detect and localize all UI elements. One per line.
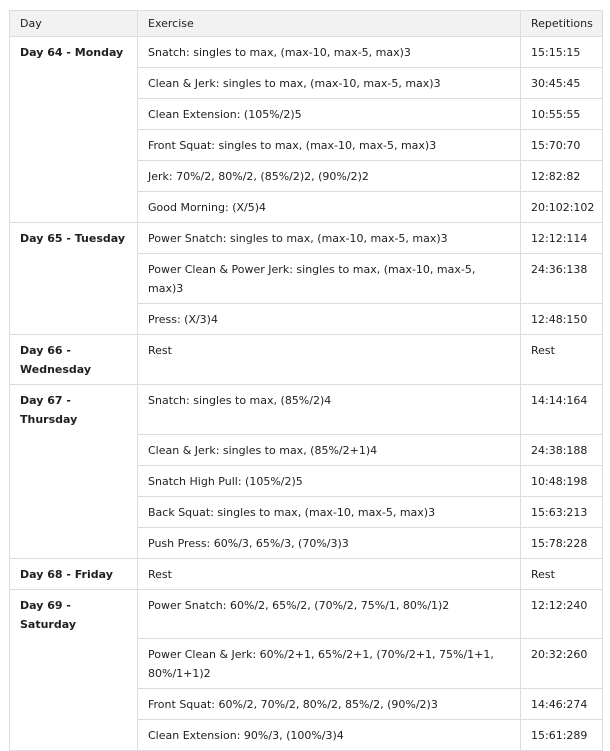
repetitions-cell: 14:46:274 xyxy=(521,689,603,720)
table-row xyxy=(10,37,603,68)
exercise-cell: Power Snatch: 60%/2, 65%/2, (70%/2, 75%/1, 80%/1)2 xyxy=(138,589,521,639)
table-row xyxy=(10,304,603,335)
table-row xyxy=(10,720,603,751)
day-cell xyxy=(10,254,138,304)
day-cell xyxy=(10,99,138,130)
day-cell xyxy=(10,434,138,465)
day-cell: Day 69 - Saturday xyxy=(10,589,138,639)
day-cell: Day 64 - Monday xyxy=(10,37,138,68)
repetitions-cell: 15:61:289 xyxy=(521,720,603,751)
table-row xyxy=(10,192,603,223)
day-cell xyxy=(10,161,138,192)
table-row xyxy=(10,130,603,161)
exercise-cell: Power Clean & Jerk: 60%/2+1, 65%/2+1, (70%/2+1, 75%/1+1, 80%/1+1)2 xyxy=(138,639,521,689)
table-body xyxy=(10,37,603,751)
repetitions-cell: 24:38:188 xyxy=(521,434,603,465)
repetitions-cell: 20:32:260 xyxy=(521,639,603,689)
repetitions-cell: 15:70:70 xyxy=(521,130,603,161)
day-cell xyxy=(10,304,138,335)
repetitions-cell: 10:48:198 xyxy=(521,465,603,496)
exercise-cell: Jerk: 70%/2, 80%/2, (85%/2)2, (90%/2)2 xyxy=(138,161,521,192)
repetitions-cell: 12:82:82 xyxy=(521,161,603,192)
exercise-cell: Rest xyxy=(138,335,521,385)
exercise-cell: Snatch: singles to max, (max-10, max-5, max)3 xyxy=(138,37,521,68)
exercise-cell: Back Squat: singles to max, (max-10, max-5, max)3 xyxy=(138,496,521,527)
header-repetitions: Repetitions xyxy=(521,11,603,37)
header-exercise: Exercise xyxy=(138,11,521,37)
day-cell: Day 65 - Tuesday xyxy=(10,223,138,254)
table-row xyxy=(10,68,603,99)
repetitions-cell: 15:78:228 xyxy=(521,527,603,558)
repetitions-cell: 15:63:213 xyxy=(521,496,603,527)
repetitions-cell: Rest xyxy=(521,335,603,385)
exercise-cell: Snatch: singles to max, (85%/2)4 xyxy=(138,385,521,435)
workout-table xyxy=(9,10,603,751)
workout-table-container xyxy=(9,10,603,751)
table-row xyxy=(10,385,603,435)
exercise-cell: Power Clean & Power Jerk: singles to max, (max-10, max-5, max)3 xyxy=(138,254,521,304)
table-row xyxy=(10,527,603,558)
exercise-cell: Power Snatch: singles to max, (max-10, max-5, max)3 xyxy=(138,223,521,254)
exercise-cell: Good Morning: (X/5)4 xyxy=(138,192,521,223)
table-row xyxy=(10,254,603,304)
day-cell: Day 66 - Wednesday xyxy=(10,335,138,385)
exercise-cell: Clean Extension: (105%/2)5 xyxy=(138,99,521,130)
table-row xyxy=(10,496,603,527)
day-cell: Day 67 - Thursday xyxy=(10,385,138,435)
exercise-cell: Press: (X/3)4 xyxy=(138,304,521,335)
day-cell xyxy=(10,639,138,689)
table-header-row xyxy=(10,11,603,37)
repetitions-cell: 14:14:164 xyxy=(521,385,603,435)
repetitions-cell: 12:48:150 xyxy=(521,304,603,335)
repetitions-cell: 10:55:55 xyxy=(521,99,603,130)
day-cell xyxy=(10,496,138,527)
table-row xyxy=(10,689,603,720)
exercise-cell: Front Squat: singles to max, (max-10, max-5, max)3 xyxy=(138,130,521,161)
exercise-cell: Clean & Jerk: singles to max, (85%/2+1)4 xyxy=(138,434,521,465)
repetitions-cell: 15:15:15 xyxy=(521,37,603,68)
table-row xyxy=(10,223,603,254)
repetitions-cell: 12:12:114 xyxy=(521,223,603,254)
day-cell xyxy=(10,192,138,223)
day-cell xyxy=(10,68,138,99)
exercise-cell: Clean & Jerk: singles to max, (max-10, max-5, max)3 xyxy=(138,68,521,99)
table-row xyxy=(10,335,603,385)
table-row xyxy=(10,99,603,130)
exercise-cell: Push Press: 60%/3, 65%/3, (70%/3)3 xyxy=(138,527,521,558)
exercise-cell: Rest xyxy=(138,558,521,589)
header-day: Day xyxy=(10,11,138,37)
day-cell xyxy=(10,720,138,751)
day-cell xyxy=(10,465,138,496)
repetitions-cell: 24:36:138 xyxy=(521,254,603,304)
table-row xyxy=(10,434,603,465)
table-row xyxy=(10,589,603,639)
table-row xyxy=(10,558,603,589)
repetitions-cell: Rest xyxy=(521,558,603,589)
exercise-cell: Clean Extension: 90%/3, (100%/3)4 xyxy=(138,720,521,751)
table-row xyxy=(10,639,603,689)
repetitions-cell: 20:102:102 xyxy=(521,192,603,223)
day-cell xyxy=(10,689,138,720)
table-row xyxy=(10,465,603,496)
repetitions-cell: 30:45:45 xyxy=(521,68,603,99)
day-cell: Day 68 - Friday xyxy=(10,558,138,589)
day-cell xyxy=(10,527,138,558)
table-row xyxy=(10,161,603,192)
exercise-cell: Front Squat: 60%/2, 70%/2, 80%/2, 85%/2, (90%/2)3 xyxy=(138,689,521,720)
exercise-cell: Snatch High Pull: (105%/2)5 xyxy=(138,465,521,496)
day-cell xyxy=(10,130,138,161)
repetitions-cell: 12:12:240 xyxy=(521,589,603,639)
